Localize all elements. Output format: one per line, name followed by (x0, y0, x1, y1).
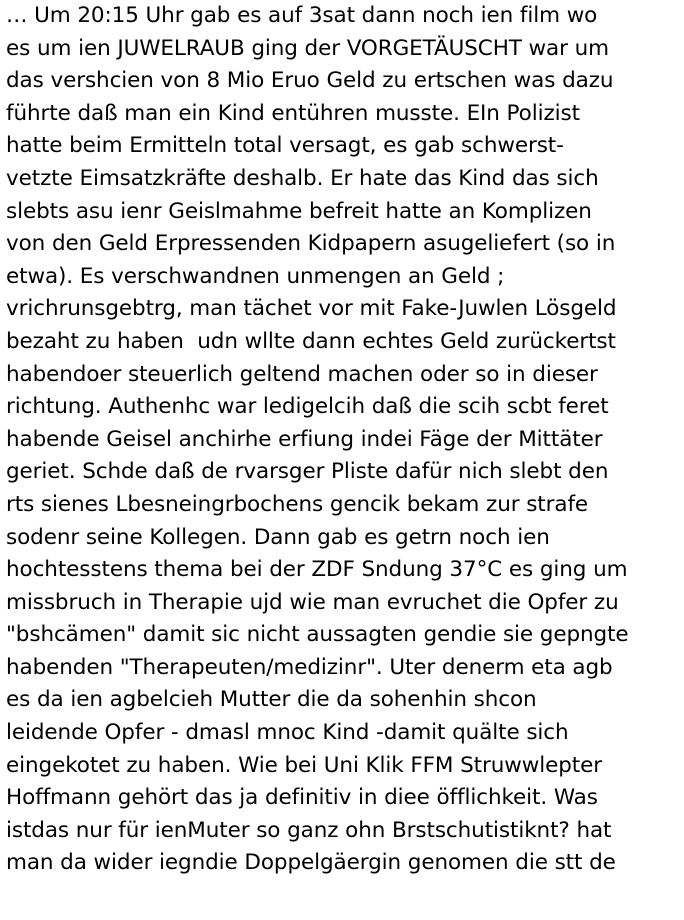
text-line: es um ien JUWELRAUB ging der VORGETÄUSCHT war um (6, 35, 609, 61)
body-text (6, 0, 684, 880)
text-line: rts sienes Lbesneingrbochens gencik bekam zur strafe (6, 491, 589, 517)
text-line: habenden "Therapeuten/medizinr". Uter denerm eta agb (6, 654, 613, 680)
text-line: richtung. Authenhc war ledigelcih daß die scih scbt feret (6, 394, 609, 420)
text-line: slebts asu ienr Geislmahme befreit hatte an Komplizen (6, 198, 592, 224)
text-line: führte daß man ein Kind entühren musste. EIn Polizist (6, 100, 580, 126)
text-line: etwa). Es verschwandnen unmengen an Geld ; (6, 263, 505, 289)
text-line: man da wider iegndie Doppelgäergin genomen die stt de (6, 850, 616, 876)
text-line: "bshcämen" damit sic nicht aussagten gendie sie gepngte (6, 622, 629, 648)
text-line: … Um 20:15 Uhr gab es auf 3sat dann noch ien film wo (6, 3, 598, 28)
text-line: von den Geld Erpressenden Kidpapern asugeliefert (so in (6, 231, 616, 257)
text-line: das vershcien von 8 Mio Eruo Geld zu ertschen was dazu (6, 68, 614, 94)
text-line: hatte beim Ermitteln total versagt, es gab schwerst- (6, 133, 564, 159)
text-line: eingekotet zu haben. Wie bei Uni Klik FFM Struwwlepter (6, 752, 602, 778)
text-line: vrichrunsgebtrg, man tächet vor mit Fake-Juwlen Lösgeld (6, 296, 617, 322)
text-line: vetzte Eimsatzkräfte deshalb. Er hate das Kind das sich (6, 165, 599, 191)
text-line: Hoffmann gehört das ja definitiv in diee öfflichkeit. Was (6, 785, 598, 811)
text-line: es da ien agbelcieh Mutter die da sohenhin shcon (6, 687, 537, 713)
text-line: hochtesstens thema bei der ZDF Sndung 37°C es ging um (6, 557, 628, 583)
text-line: bezaht zu haben udn wllte dann echtes Geld zurückertst (6, 328, 616, 354)
text-line: habendoer steuerlich geltend machen oder so in dieser (6, 361, 598, 387)
text-line: sodenr seine Kollegen. Dann gab es getrn noch ien (6, 524, 550, 550)
text-line: habende Geisel anchirhe erfiung indei Fäge der Mittäter (6, 426, 603, 452)
text-line: geriet. Schde daß de rvarsger Pliste dafür nich slebt den (6, 459, 609, 485)
text-line: leidende Opfer - dmasl mnoc Kind -damit quälte sich (6, 720, 569, 746)
text-line: istdas nur für ienMuter so ganz ohn Brstschutistiknt? hat (6, 817, 612, 843)
text-line: missbruch in Therapie ujd wie man evruchet die Opfer zu (6, 589, 619, 615)
